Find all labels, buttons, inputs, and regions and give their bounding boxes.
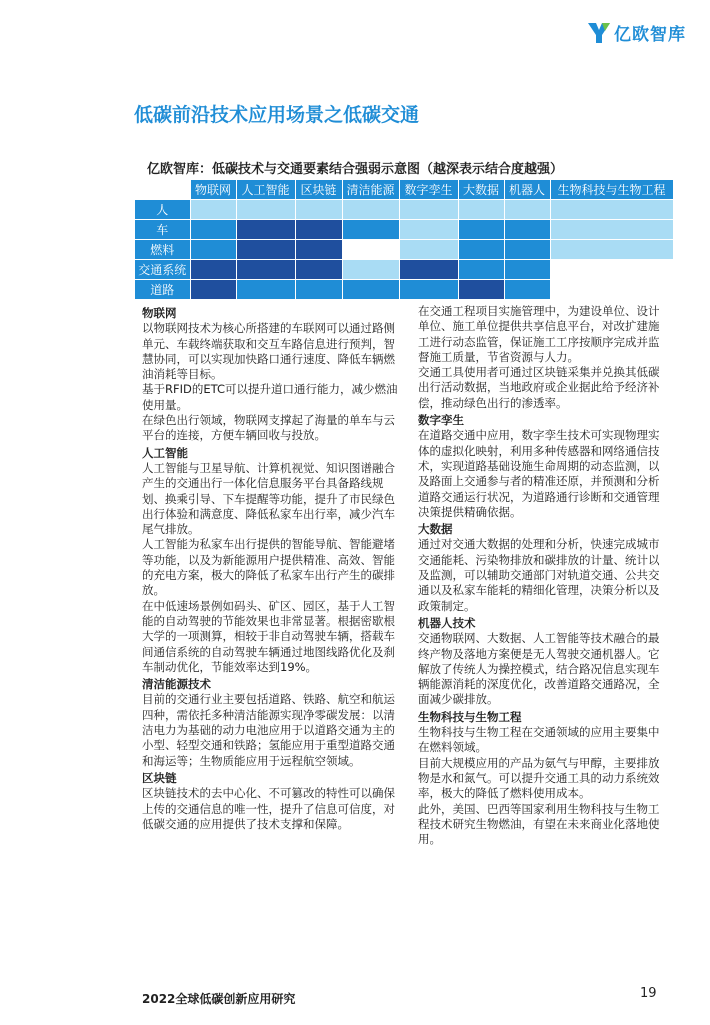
section-heading: 清洁能源技术 — [142, 677, 211, 692]
section-paragraph: 生物科技与生物工程在交通领域的应用主要集中在燃料领域。 — [418, 725, 660, 755]
strength-cell — [190, 280, 236, 300]
strength-cell — [190, 260, 236, 280]
strength-cell — [342, 280, 399, 300]
strength-cell — [295, 260, 342, 280]
row-label: 车 — [135, 220, 191, 240]
strength-cell — [458, 200, 504, 220]
section-heading: 数字孪生 — [418, 413, 464, 428]
section-paragraph: 人工智能为私家车出行提供的智能导航、智能避堵等功能，以及为新能源用户提供精准、高效、智能的充电方案，极大的降低了私家车出行产生的碳排放。 — [142, 537, 395, 598]
right-column-text — [418, 304, 670, 847]
table-row — [135, 280, 674, 300]
strength-cell — [342, 240, 399, 260]
strength-cell — [236, 260, 295, 280]
brand-logo-icon — [588, 21, 610, 45]
strength-cell — [504, 280, 550, 300]
section-heading: 区块链 — [142, 770, 177, 785]
page-title: 低碳前沿技术应用场景之低碳交通 — [134, 104, 420, 126]
column-header: 机器人 — [504, 180, 550, 200]
table-row — [135, 200, 674, 220]
strength-cell — [190, 240, 236, 260]
strength-cell — [458, 280, 504, 300]
strength-cell — [295, 240, 342, 260]
left-column-text — [142, 304, 406, 832]
section-paragraph: 区块链技术的去中心化、不可篡改的特性可以确保上传的交通信息的唯一性，提升了信息可信度，对低碳交通的应用提供了技术支撑和保障。 — [142, 786, 395, 831]
strength-cell — [236, 240, 295, 260]
strength-cell — [236, 220, 295, 240]
table-header-row — [135, 180, 674, 200]
section-heading: 大数据 — [418, 522, 453, 537]
section-paragraph: 目前大规模应用的产品为氨气与甲醇，主要排放物是水和氮气。可以提升交通工具的动力系统效率，极大的降低了燃料使用成本。 — [418, 755, 660, 801]
row-label: 燃料 — [135, 240, 191, 260]
column-header: 大数据 — [458, 180, 504, 200]
strength-cell — [550, 200, 673, 220]
section-paragraph: 交通工具使用者可通过区块链采集并兑换其低碳出行活动数据，当地政府或企业据此给予经济补偿，推动绿色出行的渗透率。 — [418, 365, 660, 410]
strength-cell — [458, 240, 504, 260]
table-row — [135, 240, 674, 260]
strength-cell — [295, 220, 342, 240]
strength-cell — [399, 200, 458, 220]
strength-cell — [342, 200, 399, 220]
column-header: 清洁能源 — [342, 180, 399, 200]
section-paragraph: 目前的交通行业主要包括道路、铁路、航空和航运四种，需依托多种清洁能源实现净零碳发展：以清洁电力为基础的动力电池应用于以道路交通为主的小型、轻型交通和铁路；氢能应用于重型道路交通和海运等；生物质能应用于远程航空领域。 — [142, 692, 395, 768]
technology-matrix-table — [134, 179, 674, 300]
brand-name: 亿欧智库 — [614, 25, 686, 45]
strength-cell — [550, 240, 673, 260]
section-paragraph: 在中低速场景例如码头、矿区、园区，基于人工智能的自动驾驶的节能效果也非常显著。根据密歇根大学的一项测算，相较于非自动驾驶车辆，搭载车间通信系统的自动驾驶车辆通过地图线路优化及刹车制动优化，节能效率达到19%。 — [142, 598, 395, 674]
section-heading: 人工智能 — [142, 445, 188, 460]
section-heading: 机器人技术 — [418, 615, 476, 630]
section-paragraph: 在交通工程项目实施管理中，为建设单位、设计单位、施工单位提供共享信息平台，对改扩建施工进行动态监管，保证施工工序按顺序完成并监督施工质量，节省资源与人力。 — [418, 304, 660, 364]
column-header: 数字孪生 — [399, 180, 458, 200]
strength-cell — [190, 220, 236, 240]
strength-cell — [190, 200, 236, 220]
strength-cell — [550, 220, 673, 240]
strength-cell — [295, 280, 342, 300]
strength-cell — [504, 200, 550, 220]
strength-cell — [295, 200, 342, 220]
strength-cell — [399, 260, 458, 280]
column-header: 物联网 — [190, 180, 236, 200]
strength-cell — [504, 240, 550, 260]
column-header: 生物科技与生物工程 — [550, 180, 673, 200]
section-paragraph: 基于RFID的ETC可以提升道口通行能力，减少燃油使用量。 — [142, 382, 398, 412]
section-heading: 物联网 — [142, 306, 177, 320]
section-paragraph: 以物联网技术为核心所搭建的车联网可以通过路侧单元、车载终端获取和交互车路信息进行预判，智慧协同，可以实现加快路口通行速度、降低车辆燃油消耗等目标。 — [142, 321, 395, 382]
brand-logo — [588, 20, 686, 45]
section-paragraph: 此外，美国、巴西等国家利用生物科技与生物工程技术研究生物燃油，有望在未来商业化落地使用。 — [418, 801, 660, 847]
row-label: 交通系统 — [135, 260, 191, 280]
strength-cell — [550, 280, 673, 300]
row-label: 道路 — [135, 280, 191, 300]
strength-cell — [399, 240, 458, 260]
section-paragraph: 人工智能与卫星导航、计算机视觉、知识图谱融合产生的交通出行一体化信息服务平台具备路线规划、换乘引导、下车提醒等功能，提升了市民绿色出行体验和满意度、降低私家车出行率，减少汽车尾气排放。 — [142, 460, 395, 537]
section-paragraph: 交通物联网、大数据、人工智能等技术融合的最终产物及落地方案便是无人驾驶交通机器人。它解放了传统人为操控模式，结合路况信息实现车辆能源消耗的深度优化，改善道路交通路况，全面减少碳排放。 — [418, 631, 660, 707]
strength-cell — [236, 200, 295, 220]
strength-cell — [399, 280, 458, 300]
strength-cell — [550, 260, 673, 280]
page-number: 19 — [640, 986, 657, 1001]
table-row — [135, 260, 674, 280]
section-paragraph: 在绿色出行领域，物联网支撑起了海量的单车与云平台的连接，方便车辆回收与投放。 — [142, 413, 395, 443]
table-corner-cell — [135, 180, 191, 200]
row-label: 人 — [135, 200, 191, 220]
section-paragraph: 通过对交通大数据的处理和分析，快速完成城市交通能耗、污染物排放和碳排放的计量、统计以及监测，可以辅助交通部门对轨道交通、公共交通以及私家车能耗的精细化管理，决策分析以及政策制定。 — [418, 537, 660, 613]
strength-cell — [342, 220, 399, 240]
table-row — [135, 220, 674, 240]
strength-cell — [342, 260, 399, 280]
footer-report-title: 2022全球低碳创新应用研究 — [142, 992, 296, 1006]
table-title: 亿欧智库：低碳技术与交通要素结合强弱示意图（越深表示结合度越强） — [146, 162, 563, 177]
strength-cell — [399, 220, 458, 240]
section-heading: 生物科技与生物工程 — [418, 709, 522, 724]
strength-cell — [236, 280, 295, 300]
strength-cell — [458, 260, 504, 280]
strength-cell — [504, 220, 550, 240]
section-paragraph: 在道路交通中应用，数字孪生技术可实现物理实体的虚拟化映射，利用多种传感器和网络通信技术，实现道路基础设施生命周期的动态监测，以及路面上交通参与者的精准还原，并预测和分析道路交通运行状况，为道路通行诊断和交通管理决策提供精确依据。 — [418, 428, 660, 519]
column-header: 人工智能 — [236, 180, 295, 200]
column-header: 区块链 — [295, 180, 342, 200]
strength-cell — [458, 220, 504, 240]
strength-cell — [504, 260, 550, 280]
